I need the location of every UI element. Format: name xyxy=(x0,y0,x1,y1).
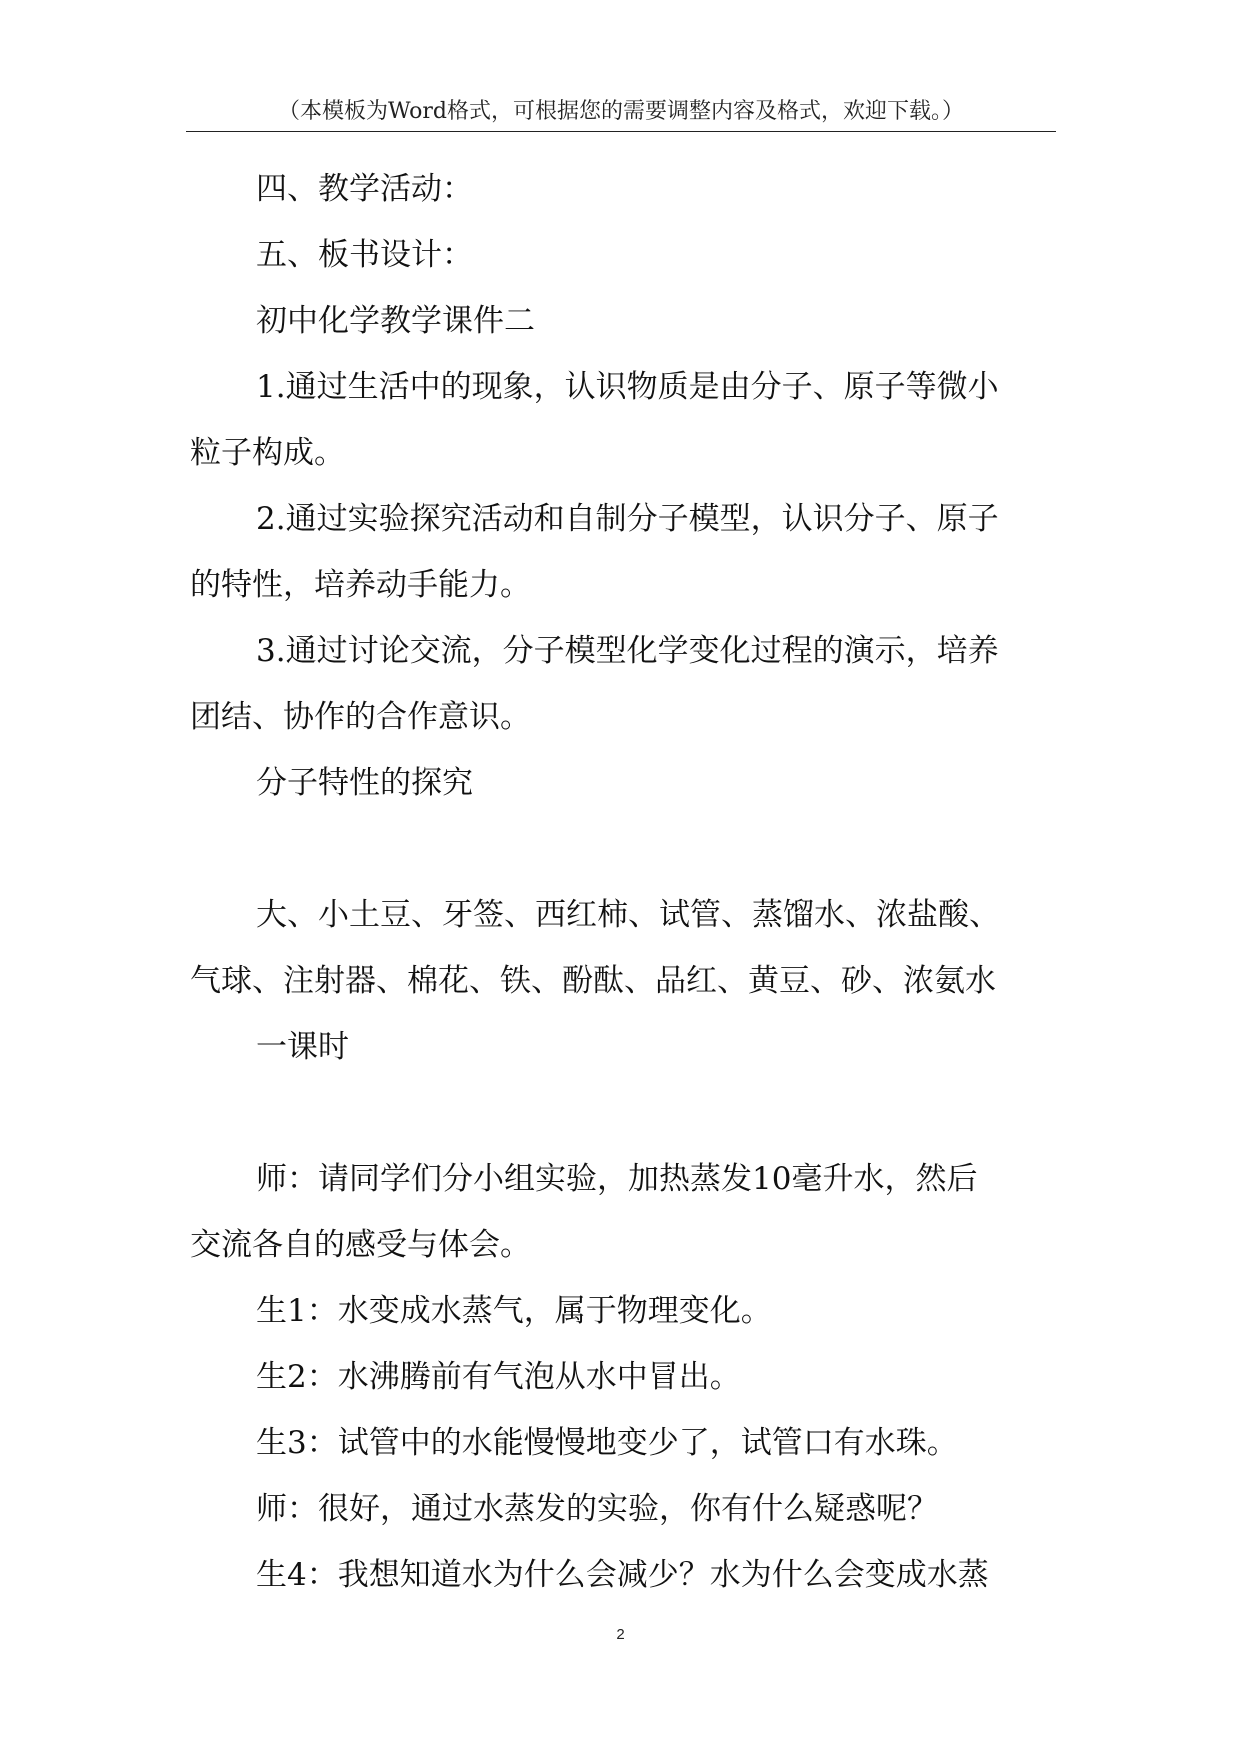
text-line: 团结、协作的合作意识。 xyxy=(190,699,531,735)
text-line: 生2：水沸腾前有气泡从水中冒出。 xyxy=(256,1359,741,1395)
text-line: 一课时 xyxy=(256,1029,349,1065)
header-divider xyxy=(186,131,1056,132)
text-line: 大、小土豆、牙签、西红柿、试管、蒸馏水、浓盐酸、 xyxy=(256,897,1000,933)
text-line: 师：很好，通过水蒸发的实验，你有什么疑惑呢？ xyxy=(256,1491,938,1527)
text-line: 的特性，培养动手能力。 xyxy=(190,567,531,603)
text-line: 初中化学教学课件二 xyxy=(256,303,535,339)
text-line: 粒子构成。 xyxy=(190,435,345,471)
text-line: 2.通过实验探究活动和自制分子模型，认识分子、原子 xyxy=(256,501,999,537)
text-line: 生1：水变成水蒸气，属于物理变化。 xyxy=(256,1293,772,1329)
blank-line xyxy=(190,1080,1070,1146)
text-line: 生3：试管中的水能慢慢地变少了，试管口有水珠。 xyxy=(256,1425,958,1461)
text-line: 1.通过生活中的现象，认识物质是由分子、原子等微小 xyxy=(256,369,999,405)
text-line: 师：请同学们分小组实验，加热蒸发10毫升水，然后 xyxy=(256,1161,978,1197)
header-note: （本模板为Word格式，可根据您的需要调整内容及格式，欢迎下载。） xyxy=(278,99,964,124)
text-line: 交流各自的感受与体会。 xyxy=(190,1227,531,1263)
blank-line xyxy=(190,816,1070,882)
text-line: 3.通过讨论交流，分子模型化学变化过程的演示，培养 xyxy=(256,633,999,669)
document-body xyxy=(190,156,1070,1608)
text-line: 气球、注射器、棉花、铁、酚酞、品红、黄豆、砂、浓氨水 xyxy=(190,963,996,999)
text-line: 生4：我想知道水为什么会减少？水为什么会变成水蒸 xyxy=(256,1557,989,1593)
text-line: 四、教学活动： xyxy=(256,171,473,207)
text-line: 五、板书设计： xyxy=(256,237,473,273)
page-number: 2 xyxy=(616,1626,625,1643)
text-line: 分子特性的探究 xyxy=(256,765,473,801)
